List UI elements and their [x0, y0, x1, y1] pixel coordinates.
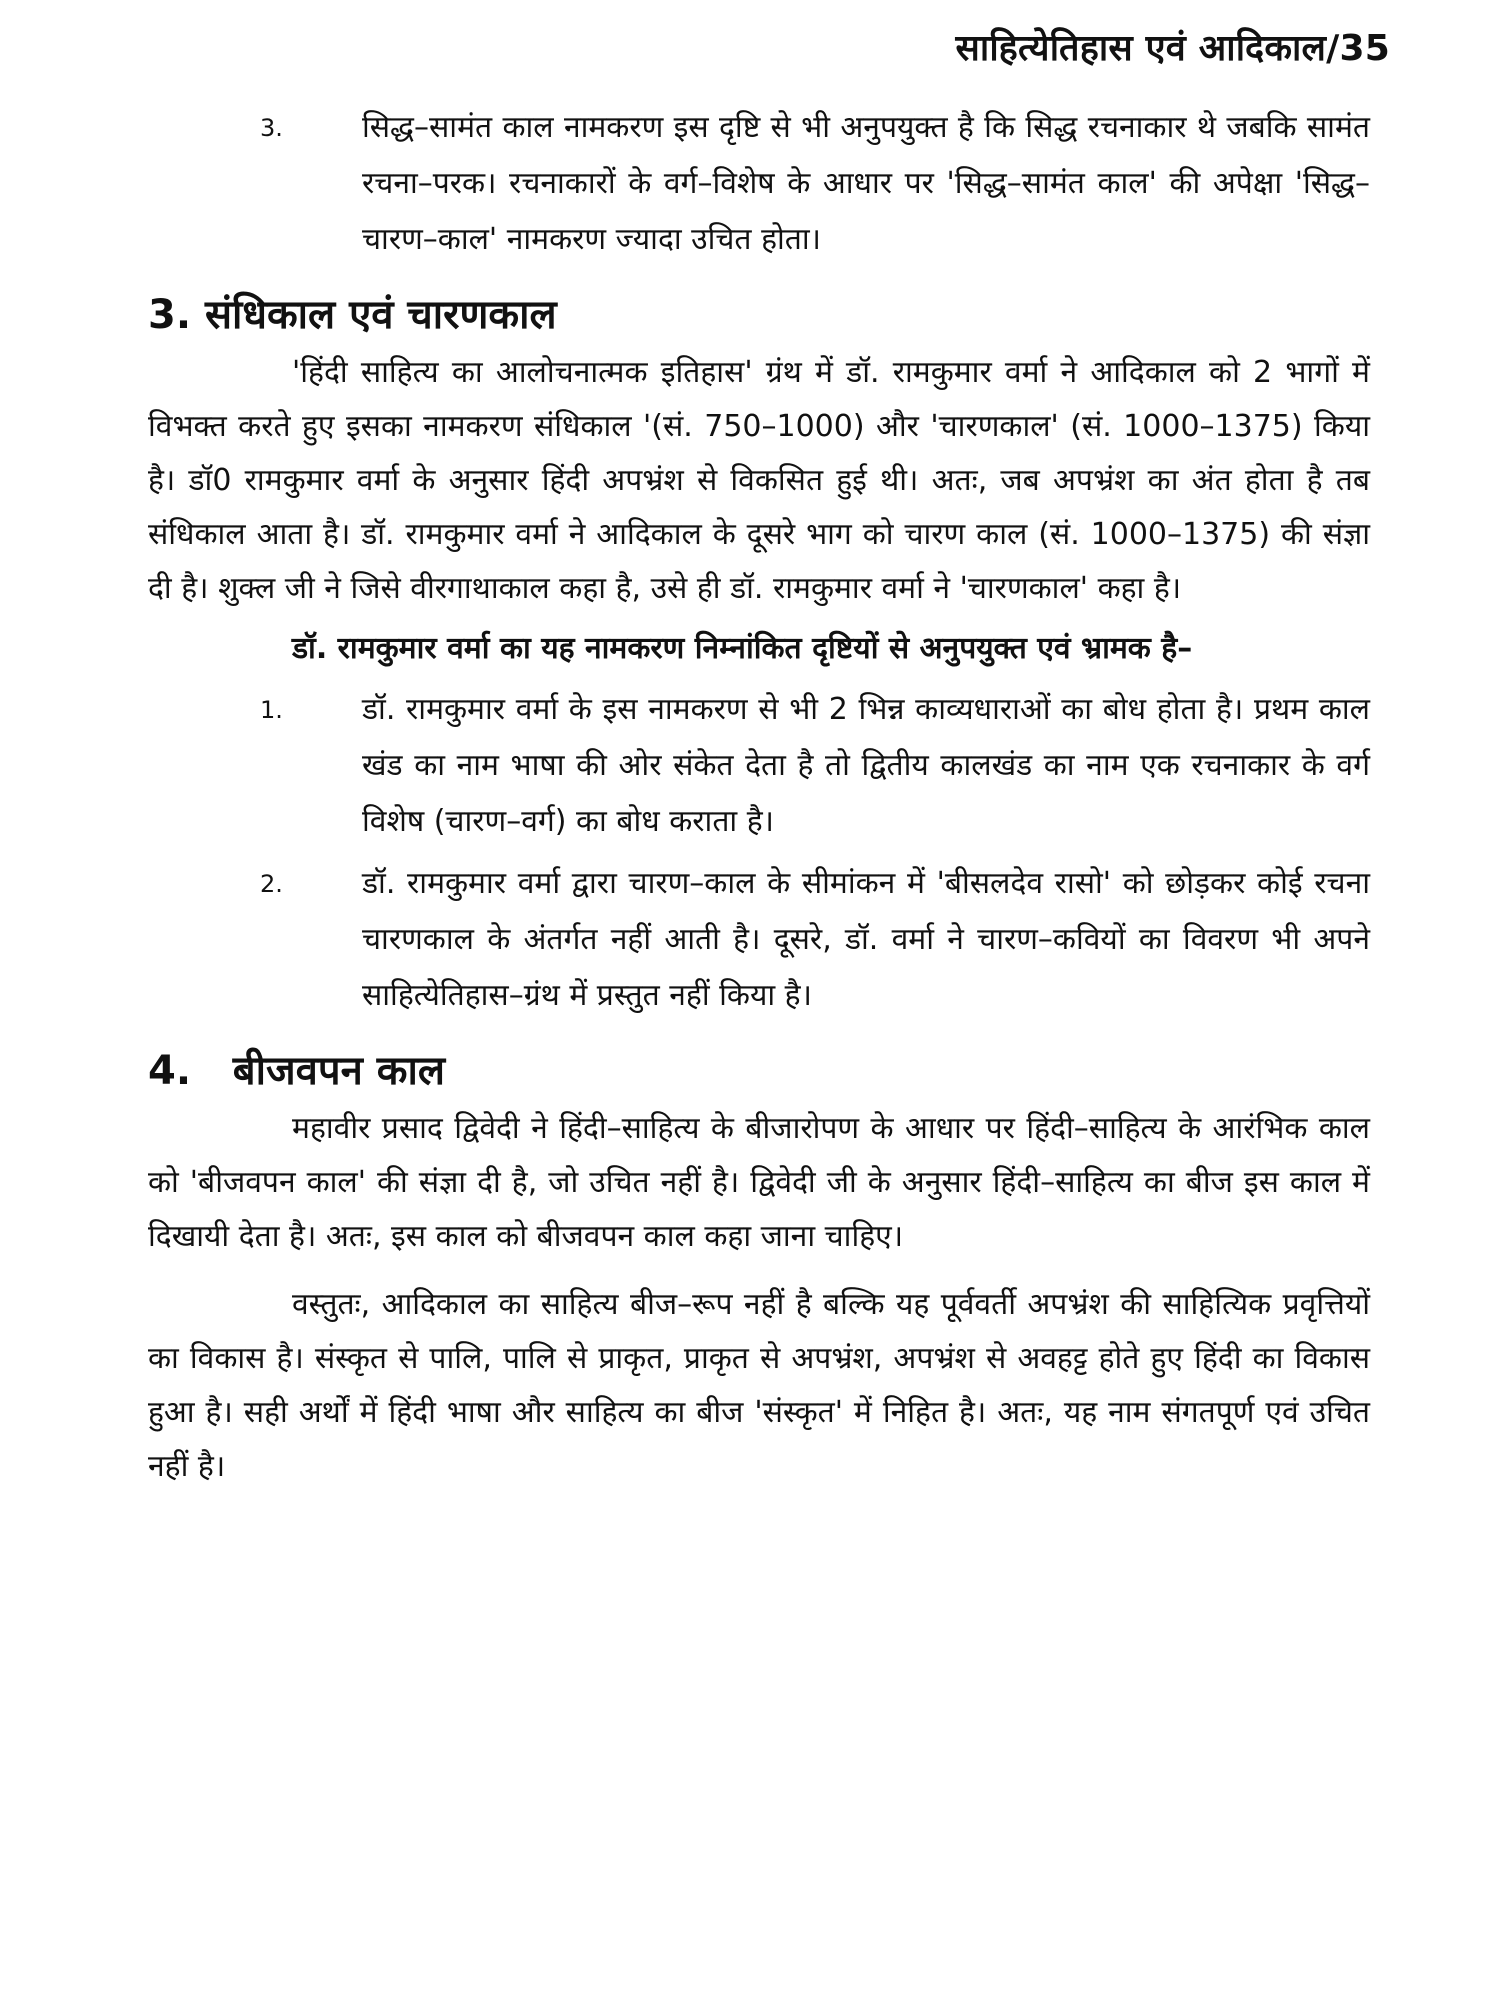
list-item-number: 3. [260, 114, 283, 142]
paragraph: महावीर प्रसाद द्विवेदी ने हिंदी–साहित्य के बीजारोपण के आधार पर हिंदी–साहित्य के आरंभिक काल को 'बीजवपन काल' की संज्ञा दी है, जो उचित नहीं है। द्विवेदी जी के अनुसार हिंदी–साहित्य का बीज इस काल में दिखायी देता है। अतः, इस काल को बीजवपन काल कहा जाना चाहिए। [148, 1111, 1370, 1254]
list-item [148, 682, 1370, 850]
list-item-text: सिद्ध–सामंत काल नामकरण इस दृष्टि से भी अनुपयुक्त है कि सिद्ध रचनाकार थे जबकि सामंत रचना–परक। रचनाकारों के वर्ग–विशेष के आधार पर 'सिद्ध–सामंत काल' की अपेक्षा 'सिद्ध–चारण–काल' नामकरण ज्यादा उचित होता। [362, 110, 1370, 257]
section-heading: 4. बीजवपन काल [148, 1048, 445, 1094]
paragraph: 'हिंदी साहित्य का आलोचनात्मक इतिहास' ग्रंथ में डॉ. रामकुमार वर्मा ने आदिकाल को 2 भागों में विभक्त करते हुए इसका नामकरण संधिकाल '(सं. 750–1000) और 'चारणकाल' (सं. 1000–1375) किया है। डॉ0 रामकुमार वर्मा के अनुसार हिंदी अपभ्रंश से विकसित हुई थी। अतः, जब अपभ्रंश का अंत होता है तब संधिकाल आता है। डॉ. रामकुमार वर्मा ने आदिकाल के दूसरे भाग को चारण काल (सं. 1000–1375) की संज्ञा दी है। शुक्ल जी ने जिसे वीरगाथाकाल कहा है, उसे ही डॉ. रामकुमार वर्मा ने 'चारणकाल' कहा है। [148, 355, 1370, 606]
list-item-number: 1. [260, 696, 283, 724]
list-item-text: डॉ. रामकुमार वर्मा के इस नामकरण से भी 2 भिन्न काव्यधाराओं का बोध होता है। प्रथम काल खंड का नाम भाषा की ओर संकेत देता है तो द्वितीय कालखंड का नाम एक रचनाकार के वर्ग विशेष (चारण–वर्ग) का बोध कराता है। [362, 692, 1370, 839]
section-heading: 3. संधिकाल एवं चारणकाल [148, 292, 557, 338]
list-item [148, 856, 1370, 1024]
page-body [148, 100, 1370, 1494]
list-item [148, 100, 1370, 268]
list-item-number: 2. [260, 870, 283, 898]
bold-lead-paragraph: डॉ. रामकुमार वर्मा का यह नामकरण निम्नांकित दृष्टियों से अनुपयुक्त एवं भ्रामक है– [292, 631, 1193, 666]
list-item-text: डॉ. रामकुमार वर्मा द्वारा चारण–काल के सीमांकन में 'बीसलदेव रासो' को छोड़कर कोई रचना चारणकाल के अंतर्गत नहीं आती है। दूसरे, डॉ. वर्मा ने चारण–कवियों का विवरण भी अपने साहित्येतिहास–ग्रंथ में प्रस्तुत नहीं किया है। [362, 866, 1370, 1013]
running-header: साहित्येतिहास एवं आदिकाल/35 [955, 28, 1390, 69]
paragraph: वस्तुतः, आदिकाल का साहित्य बीज–रूप नहीं है बल्कि यह पूर्ववर्ती अपभ्रंश की साहित्यिक प्रवृत्तियों का विकास है। संस्कृत से पालि, पालि से प्राकृत, प्राकृत से अपभ्रंश, अपभ्रंश से अवहट्ट होते हुए हिंदी का विकास हुआ है। सही अर्थों में हिंदी भाषा और साहित्य का बीज 'संस्कृत' में निहित है। अतः, यह नाम संगतपूर्ण एवं उचित नहीं है। [148, 1287, 1370, 1484]
